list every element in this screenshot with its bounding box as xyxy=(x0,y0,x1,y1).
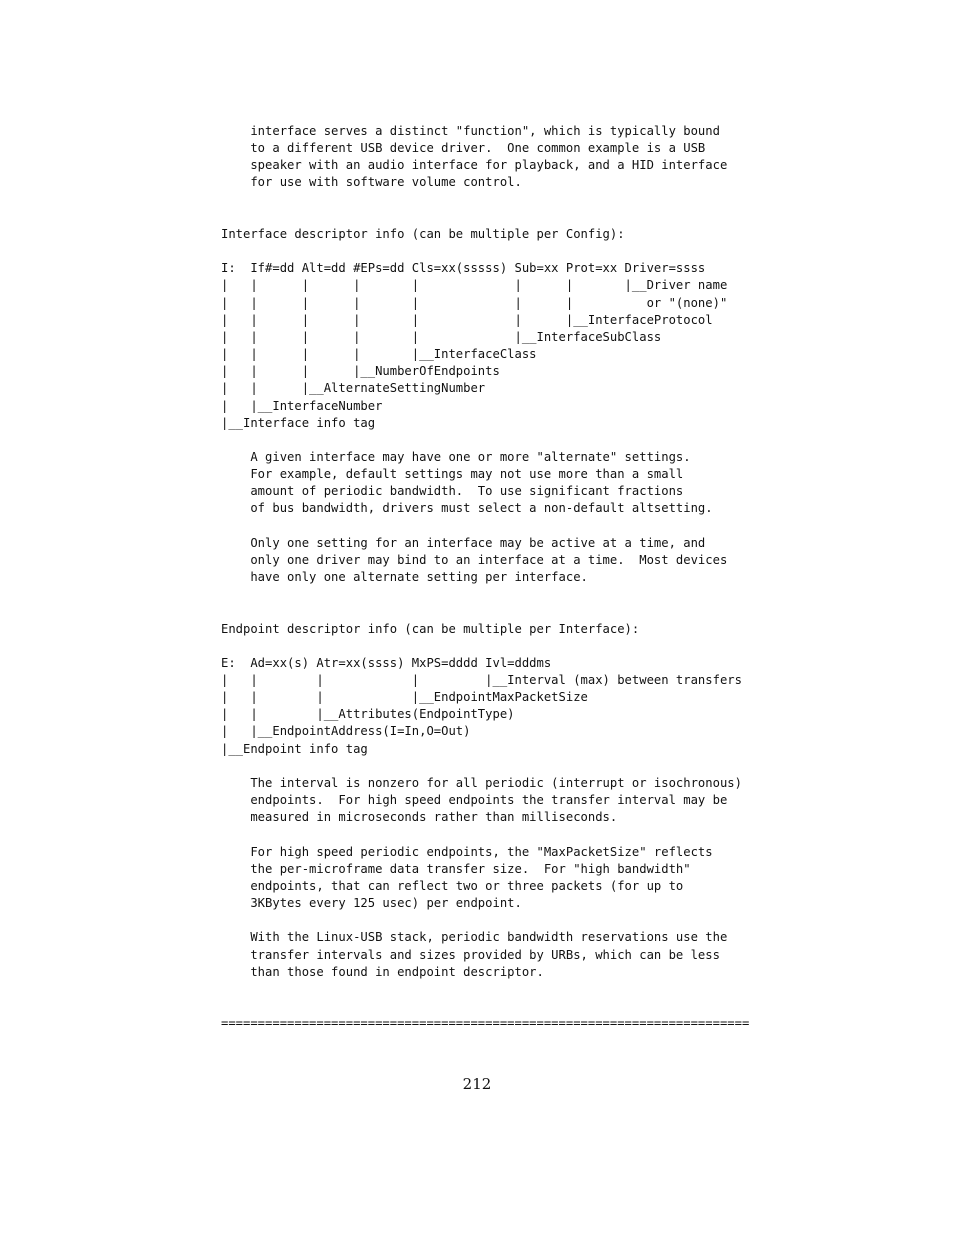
text-line: | |__EndpointAddress(I=In,O=Out) xyxy=(221,724,471,739)
text-line: to a different USB device driver. One common example is a USB xyxy=(221,141,706,156)
text-line: for use with software volume control. xyxy=(221,175,522,190)
text-line: have only one alternate setting per interface. xyxy=(221,570,588,585)
text-line: interface serves a distinct "function", which is typically bound xyxy=(221,124,720,138)
text-line: 3KBytes every 125 usec) per endpoint. xyxy=(221,896,522,911)
text-line: A given interface may have one or more "alternate" settings. xyxy=(221,449,691,464)
text-line: | | | | |__InterfaceClass xyxy=(221,347,537,362)
text-line: speaker with an audio interface for playback, and a HID interface xyxy=(221,158,728,173)
text-line: the per-microframe data transfer size. For "high bandwidth" xyxy=(221,861,691,876)
text-line: | | |__Attributes(EndpointType) xyxy=(221,707,515,722)
text-line: E: Ad=xx(s) Atr=xx(ssss) MxPS=dddd Ivl=dddms xyxy=(221,655,552,670)
text-line: With the Linux-USB stack, periodic bandwidth reservations use the xyxy=(221,930,728,945)
text-line: | | | | |__Interval (max) between transfers xyxy=(221,673,742,687)
text-line: transfer intervals and sizes provided by URBs, which can be less xyxy=(221,947,720,962)
text-line: Endpoint descriptor info (can be multiple per Interface): xyxy=(221,621,640,636)
text-line: | | | | | | | |__Driver name xyxy=(221,278,728,293)
text-line: of bus bandwidth, drivers must select a non-default altsetting. xyxy=(221,501,713,516)
text-line: For example, default settings may not use more than a small xyxy=(221,467,684,482)
text-line: amount of periodic bandwidth. To use significant fractions xyxy=(221,484,684,499)
text-line: | | | | | | |__InterfaceProtocol xyxy=(221,312,713,327)
text-line: than those found in endpoint descriptor. xyxy=(221,964,544,979)
text-line: | | | | | |__InterfaceSubClass xyxy=(221,329,662,344)
text-line: measured in microseconds rather than milliseconds. xyxy=(221,810,618,825)
page-number: 212 xyxy=(462,1075,492,1093)
document-body-text xyxy=(221,123,749,1032)
text-line: The interval is nonzero for all periodic (interrupt or isochronous) xyxy=(221,775,742,790)
text-line: ======================================================================== xyxy=(221,1016,750,1031)
text-line: | | |__AlternateSettingNumber xyxy=(221,381,486,396)
text-line: For high speed periodic endpoints, the "MaxPacketSize" reflects xyxy=(221,844,713,859)
text-line: Interface descriptor info (can be multiple per Config): xyxy=(221,226,625,241)
text-line: | | | |__NumberOfEndpoints xyxy=(221,364,500,379)
text-line: | | | |__EndpointMaxPacketSize xyxy=(221,690,588,705)
text-line: Only one setting for an interface may be active at a time, and xyxy=(221,535,706,550)
text-line: |__Endpoint info tag xyxy=(221,741,368,756)
text-line: | | | | | | | or "(none)" xyxy=(221,295,728,310)
text-line: endpoints. For high speed endpoints the transfer interval may be xyxy=(221,793,728,808)
text-line: only one driver may bind to an interface at a time. Most devices xyxy=(221,552,728,567)
text-line: |__Interface info tag xyxy=(221,415,376,430)
text-line: | |__InterfaceNumber xyxy=(221,398,383,413)
text-line: I: If#=dd Alt=dd #EPs=dd Cls=xx(sssss) Sub=xx Prot=xx Driver=ssss xyxy=(221,261,706,276)
text-line: endpoints, that can reflect two or three packets (for up to xyxy=(221,878,684,893)
